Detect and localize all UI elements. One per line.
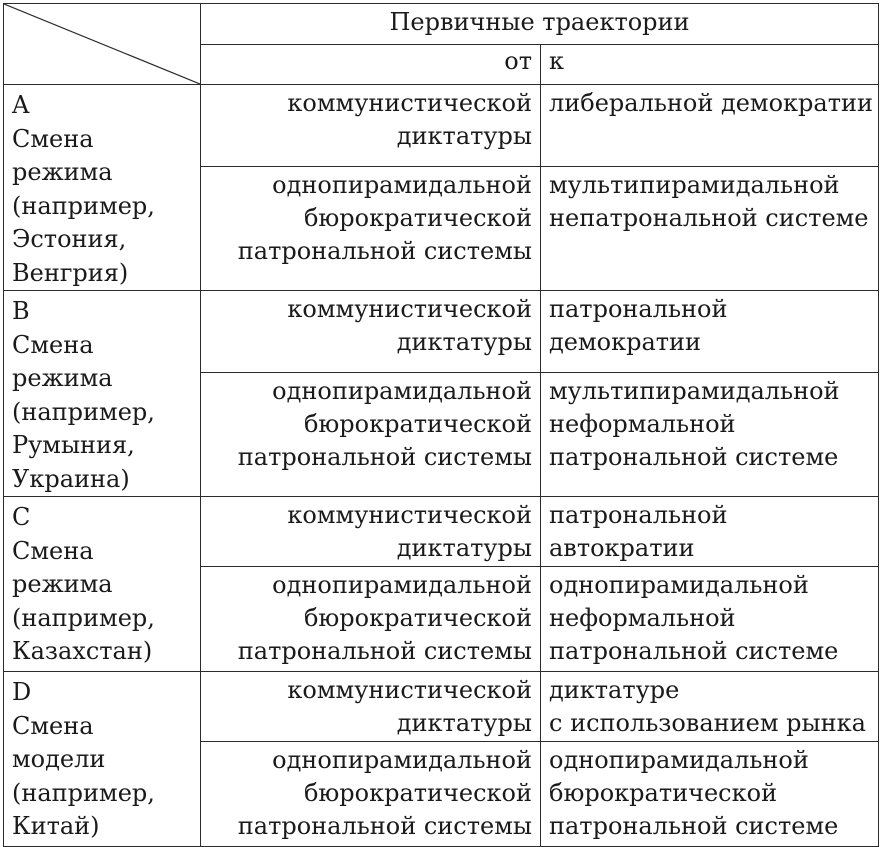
from-cell bbox=[201, 291, 541, 373]
header-row bbox=[4, 4, 879, 45]
to-text-line: однопирамидальной bbox=[549, 571, 809, 599]
from-text-line: патрональной системы bbox=[237, 237, 532, 266]
to-cell bbox=[541, 85, 879, 167]
from-cell bbox=[201, 672, 541, 742]
to-cell bbox=[541, 167, 879, 291]
table-row bbox=[4, 497, 879, 567]
group-label-cell bbox=[4, 291, 201, 497]
to-text-line: мультипирамидальной bbox=[549, 377, 840, 406]
to-cell bbox=[541, 291, 879, 373]
to-text-line: бюрократической bbox=[549, 779, 778, 807]
from-text-line: диктатуры bbox=[396, 534, 532, 562]
from-text-line: коммунистической bbox=[287, 89, 532, 117]
from-text-line: бюрократической bbox=[303, 604, 532, 632]
from-cell bbox=[201, 85, 541, 167]
group-letter: D bbox=[12, 678, 32, 706]
to-text-line: патрональной системе bbox=[549, 812, 839, 840]
to-cell bbox=[541, 497, 879, 567]
group-label-line: Смена режима bbox=[12, 330, 113, 392]
group-label-line: Венгрия) bbox=[12, 258, 129, 287]
group-label-line: Смена режима bbox=[12, 124, 113, 186]
from-text-line: коммунистической bbox=[287, 295, 532, 323]
to-cell bbox=[541, 567, 879, 672]
to-text-line: непатрональной системе bbox=[549, 204, 869, 233]
table-row bbox=[4, 85, 879, 167]
column-group-title bbox=[201, 4, 879, 45]
from-text-line: однопирамидальной bbox=[272, 746, 532, 774]
group-label-line: Эстония, bbox=[12, 225, 127, 253]
table-row bbox=[4, 291, 879, 373]
to-header: к bbox=[541, 45, 879, 85]
to-cell bbox=[541, 672, 879, 742]
to-text-line: мультипирамидальной bbox=[549, 171, 840, 200]
group-label-line: Смена режима bbox=[12, 536, 113, 598]
to-cell bbox=[541, 373, 879, 497]
from-text-line: однопирамидальной bbox=[272, 171, 532, 200]
to-text-line: либеральной демократии bbox=[549, 89, 873, 117]
group-label-cell bbox=[4, 497, 201, 672]
from-text-line: бюрократической bbox=[303, 204, 532, 233]
group-label-line: (например, bbox=[12, 778, 155, 807]
from-header: от bbox=[201, 45, 541, 85]
group-label-line: (например, bbox=[12, 397, 155, 426]
to-text-line: неформальной bbox=[549, 410, 736, 439]
to-text-line: патрональной системе bbox=[549, 443, 839, 472]
to-text-line: с использованием рынка bbox=[549, 709, 866, 737]
to-cell bbox=[541, 742, 879, 847]
group-label-line: Румыния, bbox=[12, 431, 135, 459]
from-cell bbox=[201, 567, 541, 672]
to-text-line: патрональной демократии bbox=[549, 295, 728, 356]
to-text-line: однопирамидальной bbox=[549, 746, 809, 774]
group-letter: B bbox=[12, 297, 30, 325]
group-label-line: Казахстан) bbox=[12, 637, 153, 665]
diagonal-line bbox=[4, 4, 200, 84]
column-group-title-text: Первичные траектории bbox=[389, 8, 690, 36]
group-label-cell bbox=[4, 672, 201, 847]
to-text-line: патрональной системе bbox=[549, 637, 839, 665]
table-row bbox=[4, 672, 879, 742]
from-text-line: патрональной системы bbox=[237, 637, 532, 665]
from-text-line: диктатуры bbox=[396, 328, 532, 356]
from-text-line: патрональной системы bbox=[237, 812, 532, 840]
group-label-line: Украина) bbox=[12, 464, 130, 493]
group-label-line: (например, bbox=[12, 191, 155, 220]
from-text-line: однопирамидальной bbox=[272, 377, 532, 406]
group-label-line: (например, bbox=[12, 603, 155, 632]
to-text-line: диктатуре bbox=[549, 676, 680, 704]
to-text-line: патрональной автократии bbox=[549, 501, 728, 562]
from-text-line: бюрократической bbox=[303, 410, 532, 439]
from-text-line: диктатуры bbox=[396, 709, 532, 737]
corner-diagonal-cell bbox=[4, 4, 201, 85]
group-letter: A bbox=[12, 91, 30, 119]
from-text-line: коммунистической bbox=[287, 501, 532, 529]
group-label-line: Смена модели bbox=[12, 711, 106, 773]
to-text-line: неформальной bbox=[549, 604, 736, 632]
trajectories-table bbox=[3, 3, 879, 847]
from-cell bbox=[201, 373, 541, 497]
from-text-line: бюрократической bbox=[303, 779, 532, 807]
from-text-line: диктатуры bbox=[396, 122, 532, 150]
group-label-cell bbox=[4, 85, 201, 291]
from-cell bbox=[201, 742, 541, 847]
group-letter: C bbox=[12, 503, 31, 531]
group-label-line: Китай) bbox=[12, 812, 100, 840]
from-cell bbox=[201, 497, 541, 567]
from-text-line: патрональной системы bbox=[237, 443, 532, 472]
from-text-line: однопирамидальной bbox=[272, 571, 532, 599]
from-text-line: коммунистической bbox=[287, 676, 532, 704]
from-cell bbox=[201, 167, 541, 291]
